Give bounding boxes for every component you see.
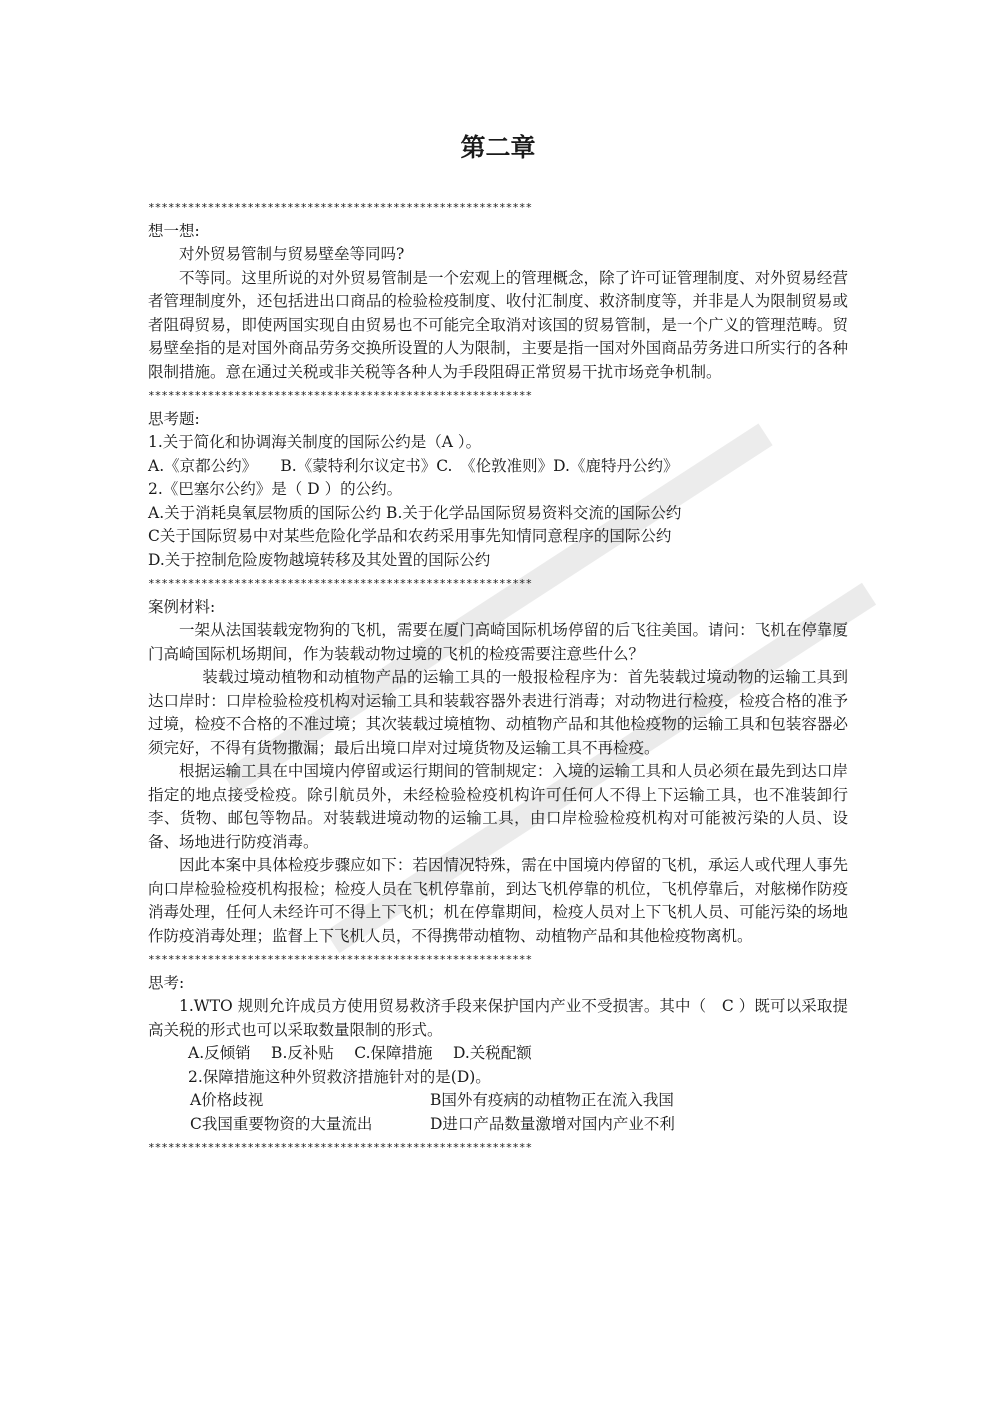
question-1-options: A.《京都公约》 B.《蒙特利尔议定书》C. 《伦敦准则》D.《鹿特丹公约》 — [148, 456, 679, 475]
case-paragraph: 装载过境动植物和动植物产品的运输工具的一般报检程序为：首先装载过境动物的运输工具到达口岸时：口岸检验检疫机构对运输工具和装载容器外表进行消毒；对动物进行检疫，检疫合格的准予过境，检疫不合格的不准过境；其次装载过境植物、动植物产品和其他检疫物的运输工具和包装容器必须完好，不得有货物撒漏；最后出境口岸对过境货物及运输工具不再检疫。 — [148, 668, 848, 757]
document-page — [148, 128, 848, 1160]
question-text: 对外贸易管制与贸易壁垒等同吗? — [179, 245, 405, 263]
question-1-options: A.反倾销 B.反补贴 C.保障措施 D.关税配额 — [188, 1044, 532, 1062]
section-heading: 思考题: — [148, 409, 200, 428]
option-d: D进口产品数量激增对国内产业不利 — [430, 1114, 675, 1133]
case-paragraph: 根据运输工具在中国境内停留或运行期间的管制规定：入境的运输工具和人员必须在最先到达口岸指定的地点接受检疫。除引航员外，未经检验检疫机构许可任何人不得上下运输工具，也不准装卸行李、货物、邮包等物品。对装载进境动物的运输工具，由口岸检验检疫机构对可能被污染的人员、设备、场地进行防疫消毒。 — [148, 762, 848, 851]
separator: ********************************************************** — [148, 577, 533, 590]
separator: ********************************************************** — [148, 953, 533, 966]
section-heading: 思考: — [148, 973, 185, 992]
question-2-option-d: D.关于控制危险废物越境转移及其处置的国际公约 — [148, 550, 491, 569]
separator: ********************************************************** — [148, 201, 533, 214]
case-paragraph: 因此本案中具体检疫步骤应如下：若因情况特殊，需在中国境内停留的飞机，承运人或代理人事先向口岸检验检疫机构报检；检疫人员在飞机停靠前，到达飞机停靠的机位，飞机停靠后，对舷梯作防疫消毒处理，任何人未经许可不得上下飞机；机在停靠期间，检疫人员对上下飞机人员、可能污染的场地作防疫消毒处理；监督上下飞机人员，不得携带动植物、动植物产品和其他检疫物离机。 — [148, 856, 848, 945]
section-heading: 想一想: — [148, 221, 200, 240]
case-paragraph: 一架从法国装载宠物狗的飞机，需要在厦门高崎国际机场停留的后飞往美国。请问：飞机在停靠厦门高崎国际机场期间，作为装载动物过境的飞机的检疫需要注意些什么？ — [148, 621, 848, 663]
question-2-option-ab: A.关于消耗臭氧层物质的国际公约 B.关于化学品国际贸易资料交流的国际公约 — [148, 503, 682, 522]
question-2-option-c: C关于国际贸易中对某些危险化学品和农药采用事先知情同意程序的国际公约 — [148, 527, 672, 545]
separator: ********************************************************** — [148, 1141, 533, 1154]
section-heading: 案例材料: — [148, 597, 216, 616]
question-2: 2.《巴塞尔公约》是（ D ）的公约。 — [148, 480, 403, 498]
chapter-title: 第二章 — [460, 133, 536, 162]
options-row — [148, 1089, 848, 1113]
answer-paragraph: 不等同。这里所说的对外贸易管制是一个宏观上的管理概念，除了许可证管理制度、对外贸易经营者管理制度外，还包括进出口商品的检验检疫制度、收付汇制度、救济制度等，并非是人为限制贸易或者阻碍贸易，即使两国实现自由贸易也不可能完全取消对该国的贸易管制，是一个广义的管理范畴。贸易壁垒指的是对国外商品劳务交换所设置的人为限制，主要是指一国对外国商品劳务进口所实行的各种限制措施。意在通过关税或非关税等各种人为手段阻碍正常贸易干扰市场竞争机制。 — [148, 268, 848, 381]
separator: ********************************************************** — [148, 389, 533, 402]
question-1: 1.WTO 规则允许成员方使用贸易救济手段来保护国内产业不受损害。其中（ C ）既可以采取提高关税的形式也可以采取数量限制的形式。 — [148, 997, 848, 1039]
option-b: B国外有疫病的动植物正在流入我国 — [430, 1091, 674, 1109]
question-2: 2.保障措施这种外贸救济措施针对的是(D)。 — [188, 1067, 491, 1086]
option-a: A价格歧视 — [190, 1091, 264, 1109]
options-row — [148, 1113, 848, 1137]
question-1: 1.关于简化和协调海关制度的国际公约是（A ）。 — [148, 433, 482, 451]
option-c: C我国重要物资的大量流出 — [190, 1114, 373, 1133]
